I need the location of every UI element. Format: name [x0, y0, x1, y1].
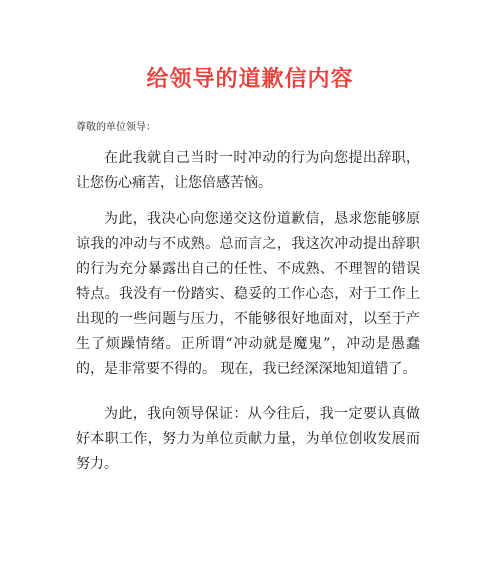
document-title: 给领导的道歉信内容 [146, 67, 354, 92]
greeting-line: 尊敬的单位领导： [76, 122, 156, 133]
paragraph-3: 为此，我向领导保证：从今往后，我一定要认真做好本职工作，努力为单位贡献力量，为单位创收发展而努力。 [76, 406, 420, 472]
paragraph-1: 在此我就自己当时一时冲动的行为向您提出辞职，让您伤心痛苦，让您倍感苦恼。 [76, 150, 420, 191]
paragraph-2: 为此，我决心向您递交这份道歉信，恳求您能够原谅我的冲动与不成熟。总而言之，我这次冲动提出辞职的行为充分暴露出自己的任性、不成熟、不理智的错误特点。我没有一份踏实、稳妥的工作心态，对于工作上出现的一些问题与压力，不能够很好地面对，以至于产生了烦躁情绪。正所谓“冲动就是魔鬼”，冲动是愚蠢的，是非常要不得的。 现在，我已经深深地知道错了。 [76, 211, 420, 377]
